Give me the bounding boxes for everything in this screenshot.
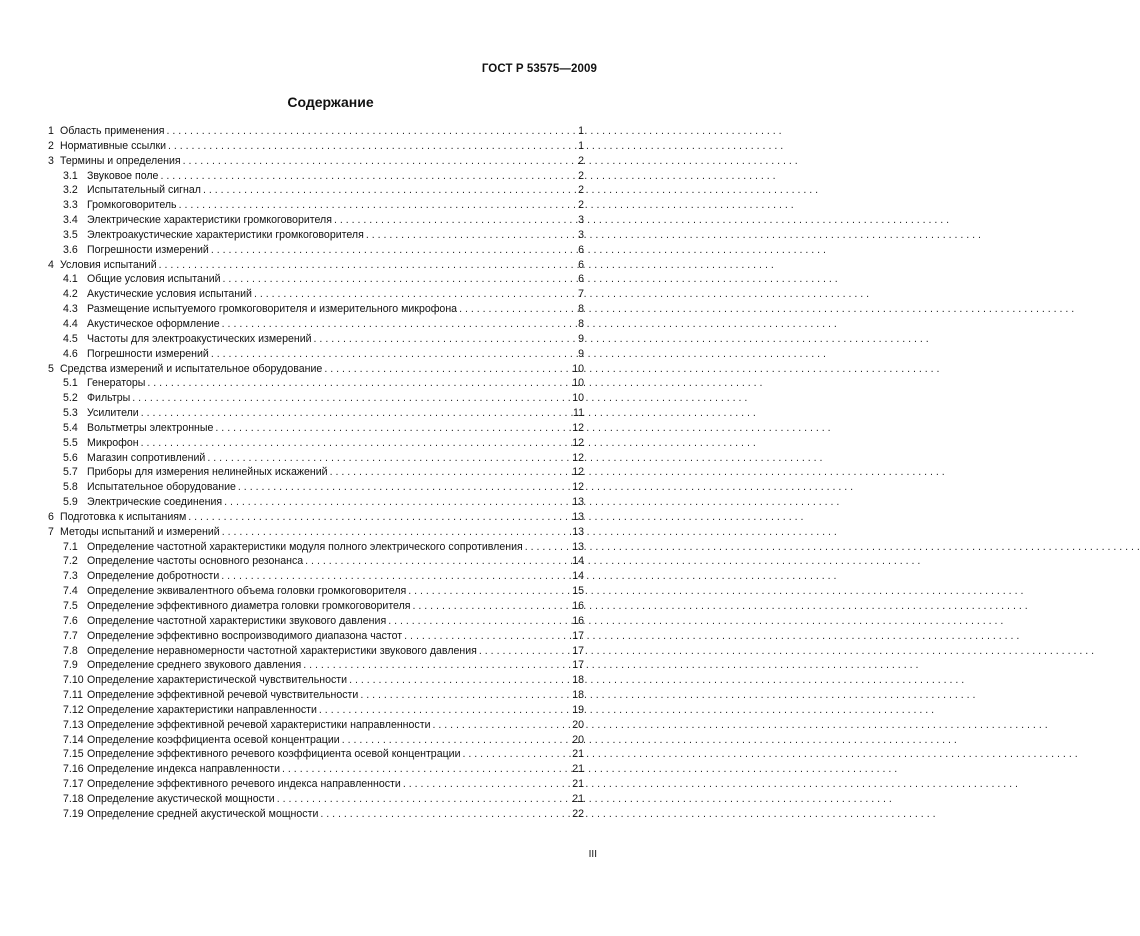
toc-entry-number: 5.6 [63, 451, 78, 464]
toc-entry-page: 13 [572, 525, 584, 538]
toc-entry-title: Определение эффективного речевого индекса направленности [87, 778, 401, 791]
toc-entry [48, 139, 584, 154]
toc-entry [48, 436, 584, 451]
toc-entry-number: 7.7 [63, 629, 78, 642]
page-number-folio: III [588, 849, 597, 860]
toc-leader-dots [404, 629, 570, 644]
toc-entry-title: Испытательный сигнал [87, 184, 201, 197]
toc-entry-title: Громкоговоритель [87, 199, 177, 212]
toc-leader-dots [305, 554, 570, 569]
page-title: Содержание [287, 94, 374, 110]
toc-entry-page: 3 [578, 214, 584, 227]
toc-entry-number: 7.10 [63, 674, 84, 687]
toc-entry [48, 525, 584, 540]
toc-entry-number: 3.3 [63, 199, 78, 212]
toc-entry-title: Акустическое оформление [87, 317, 220, 330]
toc-entry-number: 3.4 [63, 214, 78, 227]
toc-entry [48, 688, 584, 703]
toc-entry-page: 12 [572, 436, 584, 449]
toc-entry-number: 5.4 [63, 421, 78, 434]
toc-entry [48, 762, 584, 777]
toc-entry-number: 4.5 [63, 332, 78, 345]
toc-entry-page: 10 [572, 392, 584, 405]
toc-entry [48, 569, 584, 584]
toc-entry-page: 22 [572, 807, 584, 820]
toc-entry [48, 451, 584, 466]
toc-leader-dots [207, 451, 570, 466]
toc-entry [48, 317, 584, 332]
toc-entry-number: 7 [48, 525, 54, 538]
toc-leader-dots [203, 183, 572, 198]
toc-entry-title: Магазин сопротивлений [87, 451, 206, 464]
toc-entry-number: 5.3 [63, 407, 78, 420]
toc-leader-dots [211, 347, 572, 362]
toc-entry-title: Определение индекса направленности [87, 763, 281, 776]
toc-leader-dots [254, 287, 572, 302]
toc-entry-number: 7.3 [63, 570, 78, 583]
toc-entry-page: 9 [578, 347, 584, 360]
toc-entry-page: 20 [572, 718, 584, 731]
toc-entry-number: 3.1 [63, 169, 78, 182]
toc-entry-page: 18 [572, 674, 584, 687]
toc-entry-page: 7 [578, 288, 584, 301]
toc-entry-title: Методы испытаний и измерений [60, 525, 220, 538]
toc-entry-number: 7.5 [63, 600, 78, 612]
toc-entry [48, 376, 584, 391]
toc-entry-title: Погрешности измерений [87, 243, 209, 256]
toc-entry-title: Электрические соединения [87, 496, 223, 509]
toc-entry [48, 228, 584, 243]
toc-entry [48, 332, 584, 347]
toc-entry-number: 7.12 [63, 703, 84, 716]
toc-entry-title: Область применения [60, 125, 165, 137]
toc-leader-dots [188, 510, 570, 525]
toc-entry-page: 1 [578, 139, 584, 152]
toc-entry-number: 5.1 [63, 377, 78, 390]
toc-entry-number: 2 [48, 139, 54, 152]
toc-entry-number: 5.8 [63, 481, 78, 494]
toc-entry-page: 8 [578, 303, 584, 316]
toc-entry-page: 2 [578, 169, 584, 182]
toc-entry [48, 629, 584, 644]
toc-entry-title: Усилители [87, 407, 139, 420]
toc-leader-dots [349, 673, 570, 688]
toc-entry-page: 1 [578, 125, 584, 137]
toc-entry-number: 7.1 [63, 540, 78, 553]
toc-entry-page: 2 [578, 199, 584, 212]
toc-entry-page: 21 [572, 763, 584, 776]
toc-entry [48, 154, 584, 169]
toc-entry [48, 718, 584, 733]
toc-leader-dots [282, 762, 570, 777]
toc-leader-dots [223, 272, 572, 287]
toc-entry-page: 15 [572, 585, 584, 598]
toc-entry-title: Определение частотной характеристики звукового давления [87, 614, 387, 627]
toc-leader-dots [525, 540, 570, 555]
toc-entry [48, 480, 584, 495]
toc-leader-dots [215, 421, 570, 436]
toc-entry-title: Определение эффективной речевой характеристики направленности [87, 718, 431, 731]
toc-leader-dots [141, 406, 571, 421]
toc-leader-dots [222, 525, 570, 540]
toc-entry [48, 584, 584, 599]
toc-entry-page: 21 [572, 748, 584, 761]
toc-leader-dots [211, 243, 572, 258]
toc-entry-number: 7.19 [63, 807, 84, 820]
toc-leader-dots [160, 169, 572, 184]
toc-entry-title: Определение эффективного речевого коэффициента осевой концентрации [87, 748, 461, 761]
toc-leader-dots [408, 584, 570, 599]
toc-entry-title: Определение частоты основного резонанса [87, 555, 304, 568]
toc-entry-page: 12 [572, 451, 584, 464]
toc-entry-number: 5.7 [63, 466, 78, 479]
toc-entry [48, 302, 584, 317]
toc-entry-title: Вольтметры электронные [87, 421, 214, 434]
toc-entry-title: Определение акустической мощности [87, 792, 275, 805]
toc-entry-title: Подготовка к испытаниям [60, 510, 187, 523]
toc-entry-title: Определение эквивалентного объема головки громкоговорителя [87, 585, 407, 598]
toc-entry-page: 11 [573, 407, 584, 420]
toc-entry-page: 17 [572, 644, 584, 657]
toc-entry-page: 10 [572, 377, 584, 390]
toc-leader-dots [183, 154, 572, 169]
toc-leader-dots [366, 228, 572, 243]
toc-entry-number: 5.5 [63, 436, 78, 449]
toc-entry [48, 183, 584, 198]
toc-entry [48, 391, 584, 406]
toc-entry-number: 4.2 [63, 288, 78, 301]
toc-leader-dots [132, 391, 570, 406]
toc-entry-title: Частоты для электроакустических измерений [87, 332, 312, 345]
toc-entry-title: Определение эффективно воспроизводимого диапазона частот [87, 629, 403, 642]
toc-entry-title: Условия испытаний [60, 258, 157, 271]
toc-entry-page: 17 [572, 629, 584, 642]
toc-entry-page: 13 [572, 540, 584, 553]
toc-entry-number: 7.15 [63, 748, 84, 761]
toc-entry-page: 12 [572, 466, 584, 479]
toc-entry [48, 258, 584, 273]
toc-entry-page: 17 [572, 659, 584, 672]
toc-leader-dots [360, 688, 570, 703]
toc-leader-dots [413, 599, 571, 614]
toc-entry [48, 510, 584, 525]
toc-entry-number: 3 [48, 154, 54, 167]
toc-entry [48, 733, 584, 748]
toc-leader-dots [433, 718, 571, 733]
toc-entry-page: 13 [572, 510, 584, 523]
toc-entry-page: 16 [572, 600, 584, 612]
toc-entry-number: 7.8 [63, 644, 78, 657]
toc-entry [48, 198, 584, 213]
toc-entry-page: 3 [578, 228, 584, 241]
toc-entry-title: Размещение испытуемого громкоговорителя и измерительного микрофона [87, 303, 458, 316]
toc-leader-dots [342, 733, 571, 748]
toc-entry-title: Определение коэффициента осевой концентрации [87, 733, 340, 746]
toc-entry [48, 599, 584, 614]
toc-entry-number: 5.2 [63, 392, 78, 405]
toc-entry-number: 3.6 [63, 243, 78, 256]
toc-entry [48, 792, 584, 807]
toc-leader-dots [166, 124, 572, 139]
toc-entry-title: Микрофон [87, 436, 139, 449]
toc-entry-page: 16 [572, 614, 584, 627]
toc-entry [48, 703, 584, 718]
toc-entry-number: 7.4 [63, 585, 78, 598]
toc-entry-page: 19 [572, 703, 584, 716]
toc-entry-title: Приборы для измерения нелинейных искажений [87, 466, 328, 479]
toc-leader-dots [319, 703, 570, 718]
toc-entry [48, 243, 584, 258]
toc-entry-title: Нормативные ссылки [60, 139, 167, 152]
toc-leader-dots [320, 807, 570, 822]
toc-leader-dots [463, 747, 571, 762]
toc-entry [48, 272, 584, 287]
toc-entry [48, 495, 584, 510]
toc-entry-number: 7.9 [63, 659, 78, 672]
toc-entry-number: 1 [48, 125, 54, 137]
toc-leader-dots [222, 317, 572, 332]
toc-entry-page: 8 [578, 317, 584, 330]
toc-entry-number: 4.4 [63, 317, 78, 330]
toc-entry-page: 12 [572, 481, 584, 494]
toc-entry-title: Генераторы [87, 377, 146, 390]
toc-entry-page: 9 [578, 332, 584, 345]
toc-leader-dots [147, 376, 570, 391]
toc-entry [48, 465, 584, 480]
toc-entry [48, 213, 584, 228]
standard-header: ГОСТ Р 53575—2009 [481, 63, 597, 75]
toc-entry-number: 3.2 [63, 184, 78, 197]
toc-leader-dots [224, 495, 570, 510]
toc-entry-title: Определение добротности [87, 570, 220, 583]
toc-entry-number: 4.1 [63, 273, 78, 286]
toc-entry-number: 7.14 [63, 733, 84, 746]
toc-entry-number: 7.17 [63, 778, 84, 791]
toc-entry-title: Электрические характеристики громкоговорителя [87, 214, 332, 227]
toc-entry-number: 5 [48, 362, 54, 375]
toc-entry-title: Испытательное оборудование [87, 481, 236, 494]
toc-entry-number: 7.2 [63, 555, 78, 568]
toc-entry-title: Термины и определения [60, 154, 181, 167]
toc-leader-dots [479, 644, 570, 659]
toc-entry [48, 347, 584, 362]
toc-entry-title: Определение среднего звукового давления [87, 659, 302, 672]
toc-entry [48, 554, 584, 569]
toc-entry-title: Фильтры [87, 392, 131, 405]
toc-entry-page: 12 [572, 421, 584, 434]
toc-leader-dots [159, 258, 572, 273]
toc-entry-title: Определение частотной характеристики модуля полного электрического сопротивления [87, 540, 523, 553]
toc-leader-dots [324, 362, 570, 377]
table-of-contents [48, 124, 584, 822]
toc-leader-dots [141, 436, 571, 451]
toc-entry-title: Погрешности измерений [87, 347, 209, 360]
toc-entry [48, 658, 584, 673]
toc-entry-title: Определение эффективной речевой чувствительности [87, 689, 359, 702]
toc-entry-title: Определение характеристики направленности [87, 703, 317, 716]
toc-entry-title: Общие условия испытаний [87, 273, 221, 286]
toc-entry-page: 10 [572, 362, 584, 375]
toc-entry-page: 14 [572, 570, 584, 583]
toc-entry [48, 169, 584, 184]
toc-entry-number: 7.6 [63, 614, 78, 627]
toc-entry-title: Определение эффективного диаметра головки громкоговорителя [87, 600, 411, 612]
toc-entry [48, 614, 584, 629]
toc-entry-number: 7.13 [63, 718, 84, 731]
toc-leader-dots [388, 614, 570, 629]
toc-leader-dots [334, 213, 572, 228]
toc-leader-dots [314, 332, 572, 347]
toc-leader-dots [303, 658, 570, 673]
toc-entry [48, 747, 584, 762]
toc-entry-title: Акустические условия испытаний [87, 288, 252, 301]
toc-entry-number: 6 [48, 510, 54, 523]
toc-entry-page: 6 [578, 273, 584, 286]
toc-leader-dots [238, 480, 570, 495]
toc-entry-page: 21 [572, 792, 584, 805]
toc-entry-page: 2 [578, 154, 584, 167]
toc-leader-dots [403, 777, 570, 792]
toc-entry [48, 644, 584, 659]
toc-entry [48, 540, 584, 555]
toc-leader-dots [330, 465, 571, 480]
toc-entry-number: 4.3 [63, 303, 78, 316]
toc-leader-dots [459, 302, 572, 317]
toc-entry-title: Определение средней акустической мощности [87, 807, 319, 820]
toc-entry [48, 362, 584, 377]
toc-entry [48, 777, 584, 792]
toc-entry [48, 124, 584, 139]
toc-entry [48, 287, 584, 302]
toc-entry [48, 406, 584, 421]
toc-entry-page: 13 [572, 496, 584, 509]
toc-leader-dots [277, 792, 570, 807]
toc-entry-title: Определение характеристической чувствительности [87, 674, 348, 687]
toc-entry-number: 5.9 [63, 496, 78, 509]
toc-leader-dots [179, 198, 572, 213]
toc-entry-title: Звуковое поле [87, 169, 159, 182]
toc-entry-title: Средства измерений и испытательное оборудование [60, 362, 323, 375]
toc-entry-title: Электроакустические характеристики громкоговорителя [87, 228, 364, 241]
toc-entry-page: 6 [578, 258, 584, 271]
toc-entry [48, 673, 584, 688]
toc-entry-page: 2 [578, 184, 584, 197]
toc-entry-page: 18 [572, 689, 584, 702]
toc-leader-dots [221, 569, 570, 584]
toc-leader-dots [168, 139, 572, 154]
toc-entry-number: 7.16 [63, 763, 84, 776]
toc-entry [48, 807, 584, 822]
toc-entry-page: 6 [578, 243, 584, 256]
toc-entry-page: 20 [572, 733, 584, 746]
toc-entry [48, 421, 584, 436]
toc-entry-title: Определение неравномерности частотной характеристики звукового давления [87, 644, 477, 657]
toc-entry-number: 7.18 [63, 792, 84, 805]
toc-entry-number: 3.5 [63, 228, 78, 241]
toc-entry-number: 7.11 [63, 689, 83, 702]
toc-entry-page: 14 [572, 555, 584, 568]
toc-entry-page: 21 [572, 778, 584, 791]
toc-entry-number: 4.6 [63, 347, 78, 360]
toc-entry-number: 4 [48, 258, 54, 271]
